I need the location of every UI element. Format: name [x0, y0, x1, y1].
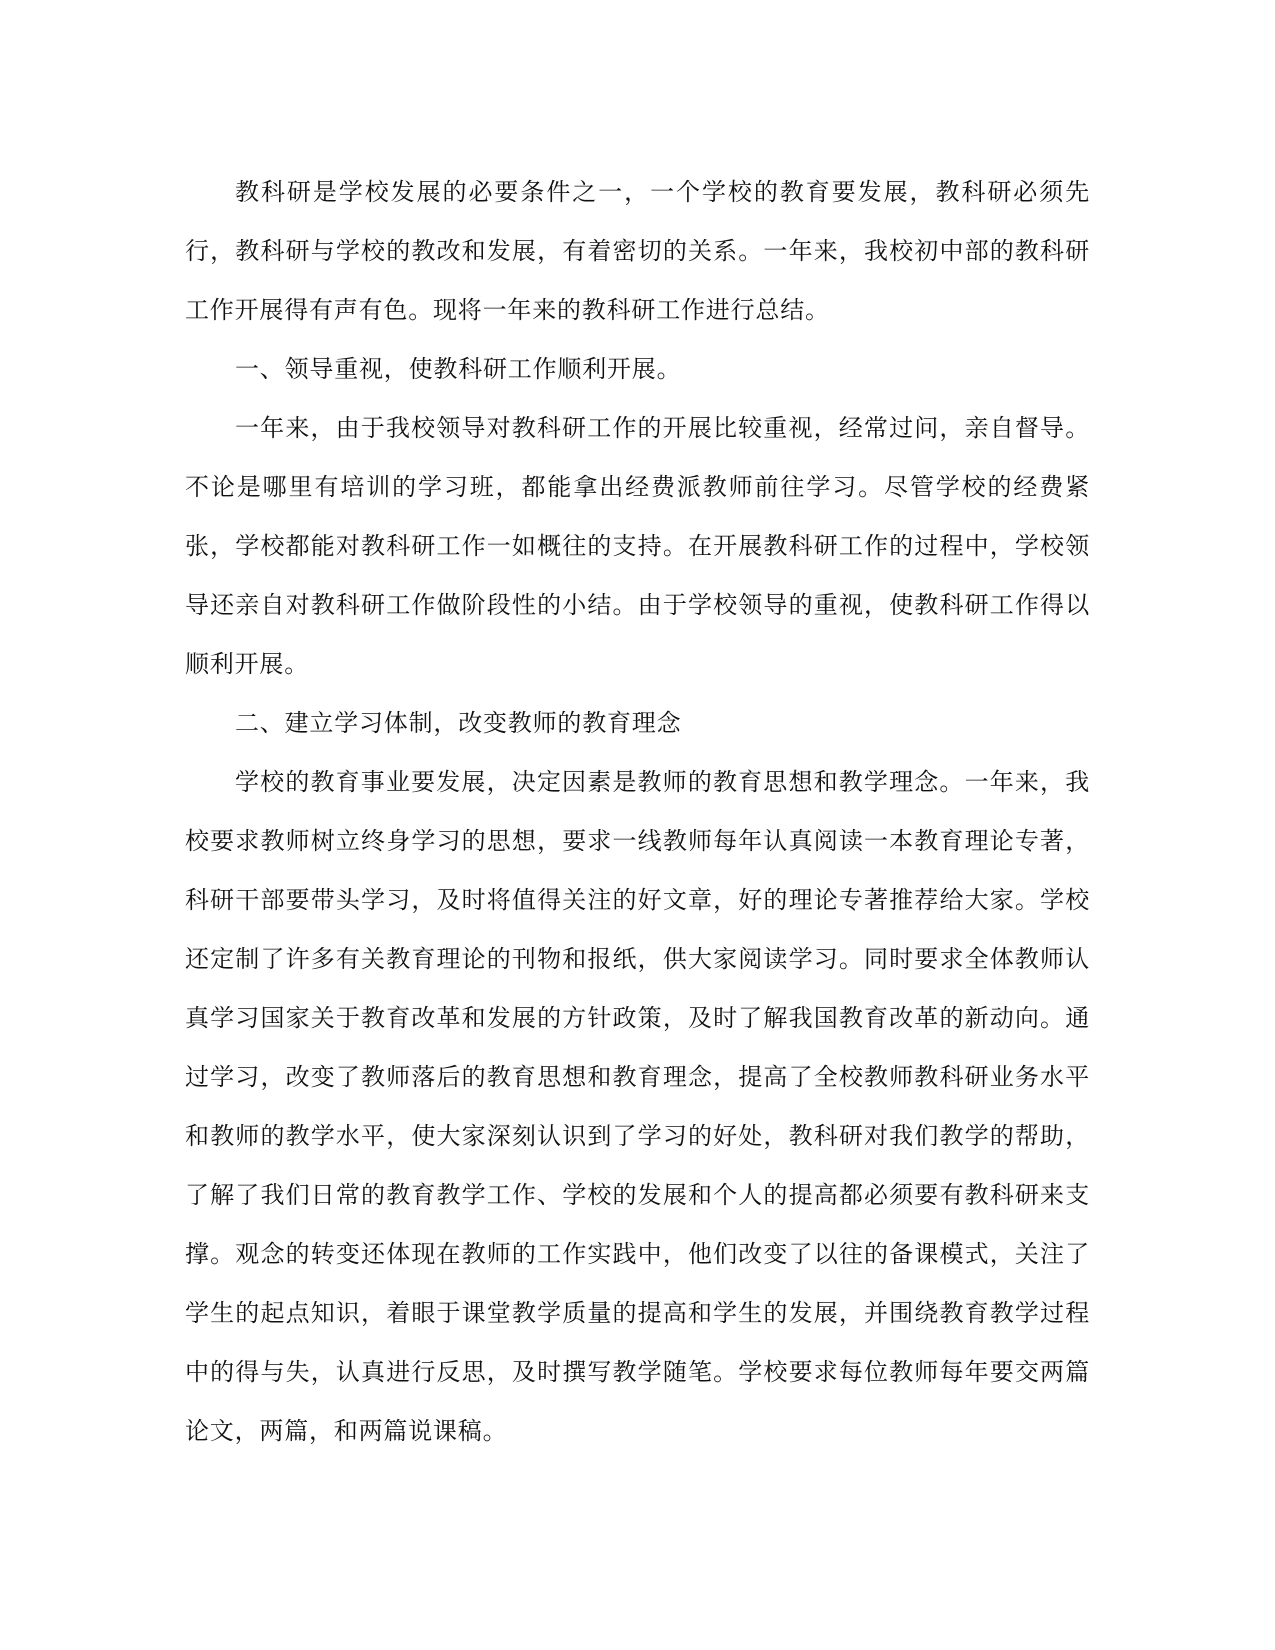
- intro-paragraph: 教科研是学校发展的必要条件之一，一个学校的教育要发展，教科研必须先行，教科研与学校的教改和发展，有着密切的关系。一年来，我校初中部的教科研工作开展得有声有色。现将一年来的教科研工作进行总结。: [185, 178, 1090, 324]
- section-2-paragraph: 学校的教育事业要发展，决定因素是教师的教育思想和教学理念。一年来，我校要求教师树立终身学习的思想，要求一线教师每年认真阅读一本教育理论专著，科研干部要带头学习，及时将值得关注的好文章，好的理论专著推荐给大家。学校还定制了许多有关教育理论的刊物和报纸，供大家阅读学习。同时要求全体教师认真学习国家关于教育改革和发展的方针政策，及时了解我国教育改革的新动向。通过学习，改变了教师落后的教育思想和教育理念，提高了全校教师教科研业务水平和教师的教学水平，使大家深刻认识到了学习的好处，教科研对我们教学的帮助，了解了我们日常的教育教学工作、学校的发展和个人的提高都必须要有教科研来支撑。观念的转变还体现在教师的工作实践中，他们改变了以往的备课模式，关注了学生的起点知识，着眼于课堂教学质量的提高和学生的发展，并围绕教育教学过程中的得与失，认真进行反思，及时撰写教学随笔。学校要求每位教师每年要交两篇论文，两篇，和两篇说课稿。: [185, 768, 1090, 1445]
- section-1-paragraph: 一年来，由于我校领导对教科研工作的开展比较重视，经常过问，亲自督导。不论是哪里有培训的学习班，都能拿出经费派教师前往学习。尽管学校的经费紧张，学校都能对教科研工作一如概往的支持。在开展教科研工作的过程中，学校领导还亲自对教科研工作做阶段性的小结。由于学校领导的重视，使教科研工作得以顺利开展。: [185, 414, 1090, 678]
- document-body: [185, 163, 1090, 1461]
- section-heading-1: 一、领导重视，使教科研工作顺利开展。: [235, 355, 682, 383]
- section-heading-2: 二、建立学习体制，改变教师的教育理念: [235, 709, 682, 737]
